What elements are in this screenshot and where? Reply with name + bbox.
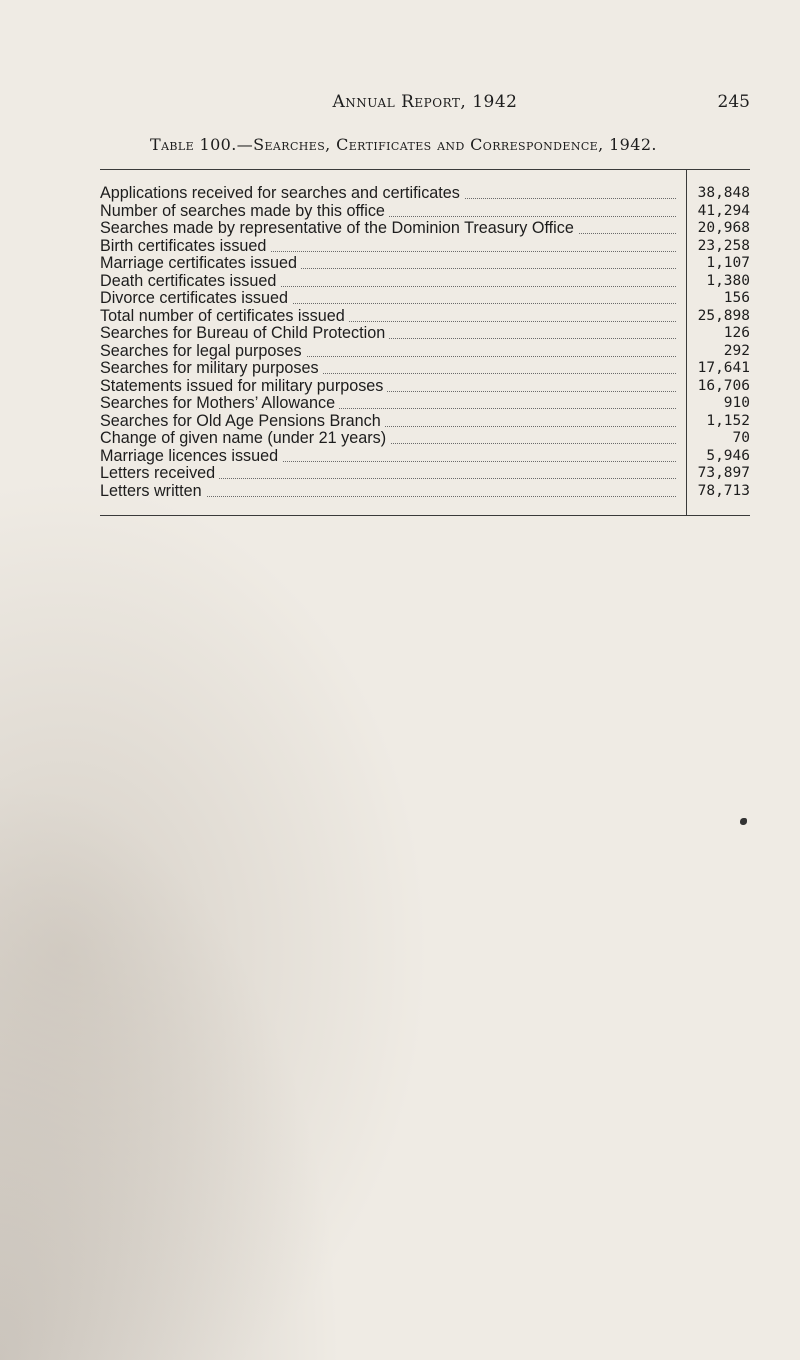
row-label-cell [100,430,682,448]
row-value: 910 [723,395,750,411]
row-label: Searches for military purposes [100,360,323,377]
table-row [100,220,750,238]
row-label: Letters received [100,465,219,482]
row-label-cell [100,343,682,361]
row-label: Searches made by representative of the Dominion Treasury Office [100,220,578,237]
row-value: 78,713 [697,482,750,499]
row-label-cell [100,465,682,483]
row-label: Applications received for searches and certificates [100,185,464,202]
table-row [100,483,750,501]
row-value: 38,848 [697,185,750,201]
row-value: 1,152 [706,412,750,429]
table-row [100,255,750,273]
row-label: Change of given name (under 21 years) [100,430,390,447]
table-body [100,185,750,500]
row-label-cell [100,308,682,326]
row-label: Divorce certificates issued [100,290,292,307]
row-value: 126 [723,325,750,341]
report-title: Annual Report, 1942 [332,92,518,112]
ink-speck [740,818,747,825]
row-value: 1,107 [706,255,750,271]
table-row [100,465,750,483]
row-label: Searches for legal purposes [100,343,306,360]
row-value: 156 [723,290,750,306]
row-label-cell [100,185,682,203]
row-label-cell [100,203,682,221]
table-row [100,290,750,308]
row-value: 25,898 [697,307,750,324]
row-label: Searches for Mothers’ Allowance [100,395,339,412]
table-row [100,203,750,221]
row-value: 5,946 [706,447,750,464]
row-label: Letters written [100,483,206,500]
row-value: 20,968 [697,220,750,236]
row-label-cell [100,273,682,291]
table-row [100,325,750,343]
table-row [100,378,750,396]
table-row [100,448,750,466]
page-number: 245 [717,92,750,112]
row-value: 73,897 [697,465,750,481]
row-value: 292 [723,342,750,359]
row-label-cell [100,255,682,273]
row-value: 70 [732,430,750,446]
table-title: Table 100.—Searches, Certificates and Correspondence, 1942. [150,135,657,154]
table-row [100,395,750,413]
row-value: 23,258 [697,237,750,254]
row-label-cell [100,483,682,501]
table-row [100,185,750,203]
row-label-cell [100,448,682,466]
row-label: Birth certificates issued [100,238,270,255]
row-label: Death certificates issued [100,273,280,290]
row-label: Statements issued for military purposes [100,378,387,395]
row-label-cell [100,395,682,413]
row-value: 1,380 [706,272,750,289]
table-row [100,308,750,326]
row-label-cell [100,325,682,343]
row-label-cell [100,378,682,396]
row-label: Marriage certificates issued [100,255,301,272]
row-label: Total number of certificates issued [100,308,349,325]
row-label-cell [100,238,682,256]
table-row [100,413,750,431]
table-row [100,343,750,361]
row-label-cell [100,360,682,378]
table-row [100,238,750,256]
row-label-cell [100,413,682,431]
table-row [100,430,750,448]
row-label-cell [100,220,682,238]
running-head [100,92,750,116]
row-label-cell [100,290,682,308]
row-label: Searches for Bureau of Child Protection [100,325,389,342]
row-label: Marriage licences issued [100,448,282,465]
table-row [100,360,750,378]
row-value: 41,294 [697,202,750,219]
row-label: Number of searches made by this office [100,203,389,220]
row-value: 17,641 [697,360,750,376]
table-row [100,273,750,291]
table-top-rule [100,169,750,170]
table-bottom-rule [100,515,750,516]
row-value: 16,706 [697,377,750,394]
row-label: Searches for Old Age Pensions Branch [100,413,385,430]
